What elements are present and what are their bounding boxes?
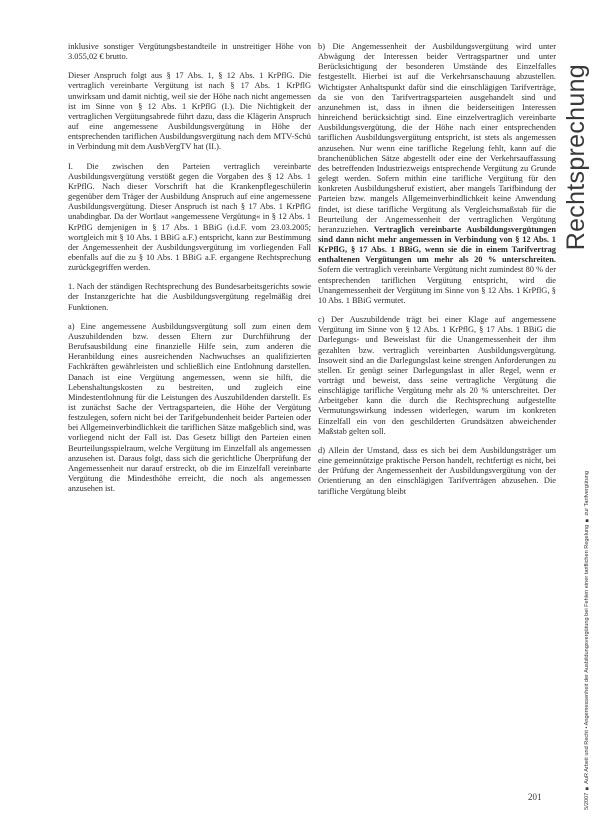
section-title [556,40,596,250]
paragraph: Dieser Anspruch folgt aus § 17 Abs. 1, § 12 Abs. 1 KrPflG. Die vertraglich vereinbarte Vergütung ist nach § 17 Abs. 1 KrPflG unwirksam und damit nichtig, weil sie der Höhe nach nicht angemessen ist im Sinne von § 12 Abs. 1 KrPflG (I.). Die Nichtigkeit der vertraglichen Vergütungsabrede führt dazu, dass die Klägerin Anspruch auf eine angemessene Ausbildungsvergütung in Höhe der entsprechenden tariflichen Ausbildungsvergütung nach dem MTV-Schü in Verbindung mit dem AusbVergTV hat (II.). [68,71,311,152]
paragraph: 1. Nach der ständigen Rechtsprechung des Bundesarbeitsgerichts sowie der Instanzgerichte hat die Ausbildungsvergütung regelmäßig drei Funktionen. [68,282,311,312]
paragraph: inklusive sonstiger Vergütungsbestandteile in unstreitiger Höhe von 3.055,02 € brutto. [68,42,311,62]
paragraph-b-text: b) Die Angemessenheit der Ausbildungsvergütung wird unter Abwägung der Interessen beider Vertragspartner und unter Berücksichtigung der besonderen Umstände des Einzelfalles festgestellt. Hierbei ist auf die Verkehrsanschauung abzustellen. Wichtigster Anhaltspunkt dafür sind die einschlägigen Tarifverträge, da sie von den Tarifvertragsparteien ausgehandelt sind und anzunehmen ist, dass in ihnen die beiderseitigen Interessen hinreichend berücksichtigt sind. Eine einzelvertraglich vereinbarte Ausbildungsvergütung, die der Höhe nach einer entsprechenden tariflichen Ausbildungsvergütung entspricht, ist stets als angemessen anzusehen. Nur wenn eine tarifliche Regelung fehlt, kann auf die branchenüblichen Sätze abgestellt oder eine der Verkehrsauffassung des betreffenden Industriezweigs entsprechende Vergütung zu Grunde gelegt werden. Sofern mithin eine tarifliche Vergütung für den konkreten Ausbildungsberuf existiert, aber mangels Tarifbindung der Parteien bzw. mangels Allgemeinverbindlichkeit keine Anwendung findet, ist diese tarifliche Vergütung als Vergleichsmaßstab für die Beurteilung der Angemessenheit der vertraglichen Vergütung heranzuziehen. [318,42,556,234]
paragraph-b [318,42,556,306]
side-note [580,380,594,810]
paragraph-c: c) Der Auszubildende trägt bei einer Klage auf angemessene Vergütung im Sinne von § 12 Abs. 1 KrPflG, § 17 Abs. 1 BBiG die Darlegungs- und Beweislast für die Unangemessenheit der ihm gezahlten bzw. vertraglich vereinbarten Ausbildungsvergütung. Insoweit sind an die Darlegungslast keine strengen Anforderungen zu stellen. Er genügt seiner Darlegungslast in aller Regel, wenn er vorträgt und beweist, dass seine vertragliche Vergütung die einschlägige tarifliche Vergütung mehr als 20 % unterschreitet. Der Arbeitgeber kann die durch die Rechtsprechung aufgestellte Vermutungswirkung indessen widerlegen, warum im konkreten Einzelfall ein von den geschilderten Grundsätzen abweichender Maßstab gelten soll. [318,315,556,436]
paragraph-b-bold: Vertraglich vereinbarte Ausbildungsvergütungen sind dann nicht mehr angemessen in Verbindung von § 12 Abs. 1 KrPflG, § 17 Abs. 1 BBiG, wenn sie die in einem Tarifvertrag enthaltenen Vergütungen um mehr als 20 % unterschreiten. [318,224,556,265]
side-note-text: 5/2007 ■ AuR Arbeit und Recht • Angemessenheit der Ausbildungsvergütung bei Fehlen einer tariflichen Regelung ■ zur Tarifvergütung [584,471,590,810]
page-number: 201 [528,792,542,802]
section-title-text: Rechtsprechung [561,63,590,250]
paragraph: a) Eine angemessene Ausbildungsvergütung soll zum einen dem Auszubildenden bzw. dessen Eltern zur Durchführung der Berufsausbildung eine finanzielle Hilfe sein, zum anderen die Heranbildung eines ausreichenden Nachwuchses an qualifizierten Fachkräften gewährleisten und schließlich eine Entlohnung darstellen. Danach ist eine Vergütung angemessen, wenn sie hilft, die Lebenshaltungskosten zu bestreiten, und zugleich eine Mindestentlohnung für die Leistungen des Auszubildenden darstellt. Es ist zunächst Sache der Vertragsparteien, die Höhe der Vergütung festzulegen, sofern nicht bei der Tarifgebundenheit beider Parteien oder bei Allgemeinverbindlichkeit die tariflichen Sätze maßgeblich sind, was vorliegend nicht der Fall ist. Das Gesetz billigt den Parteien einen Beurteilungsspielraum, welche Vergütung im Einzelfall als angemessen anzusehen ist. Daraus folgt, dass sich die gerichtliche Überprüfung der Angemessenheit nur darauf erstreckt, ob die im Einzelfall vereinbarte Vergütung die Mindesthöhe erreicht, die noch als angemessen anzusehen ist. [68,321,311,494]
paragraph-d: d) Allein der Umstand, dass es sich bei dem Ausbildungsträger um eine gemeinnützige praktische Person handelt, rechtfertigt es nicht, bei der Prüfung der Angemessenheit der Ausbildungsvergütung von der Orientierung an den einschlägigen Tarifverträgen abzusehen. Die tarifliche Vergütung bleibt [318,445,556,496]
paragraph: I. Die zwischen den Parteien vertraglich vereinbarte Ausbildungsvergütung verstößt gegen die Vorgaben des § 12 Abs. 1 KrPflG. Nach dieser Vorschrift hat die Krankenpflegeschülerin gegenüber dem Träger der Ausbildung Anspruch auf eine angemessene Ausbildungsvergütung. Dieser Anspruch ist nach § 17 Abs. 1 KrPflG unabdingbar. Da der Wortlaut »angemessene Vergütung« in § 12 Abs. 1 KrPflG demjenigen in § 17 Abs. 1 BBiG (i.d.F. vom 23.03.2005; wortgleich mit § 10 Abs. 1 BBiG a.F.) entspricht, kann zur Bestimmung der Angemessenheit der Ausbildungsvergütung im vorliegenden Fall ebenfalls auf die zu § 10 Abs. 1 BBiG a.F. ergangene Rechtsprechung zurückgegriffen werden. [68,161,311,273]
right-column [318,42,556,506]
left-column [68,42,311,503]
paragraph-b-text-end: Sofern die vertraglich vereinbarte Vergütung nicht zumindest 80 % der entsprechenden tariflichen Vergütung entspricht, wird die Unangemessenheit der Vergütung im Sinne von § 12 Abs. 1 KrPflG, § 10 Abs. 1 BBiG vermutet. [318,265,556,305]
